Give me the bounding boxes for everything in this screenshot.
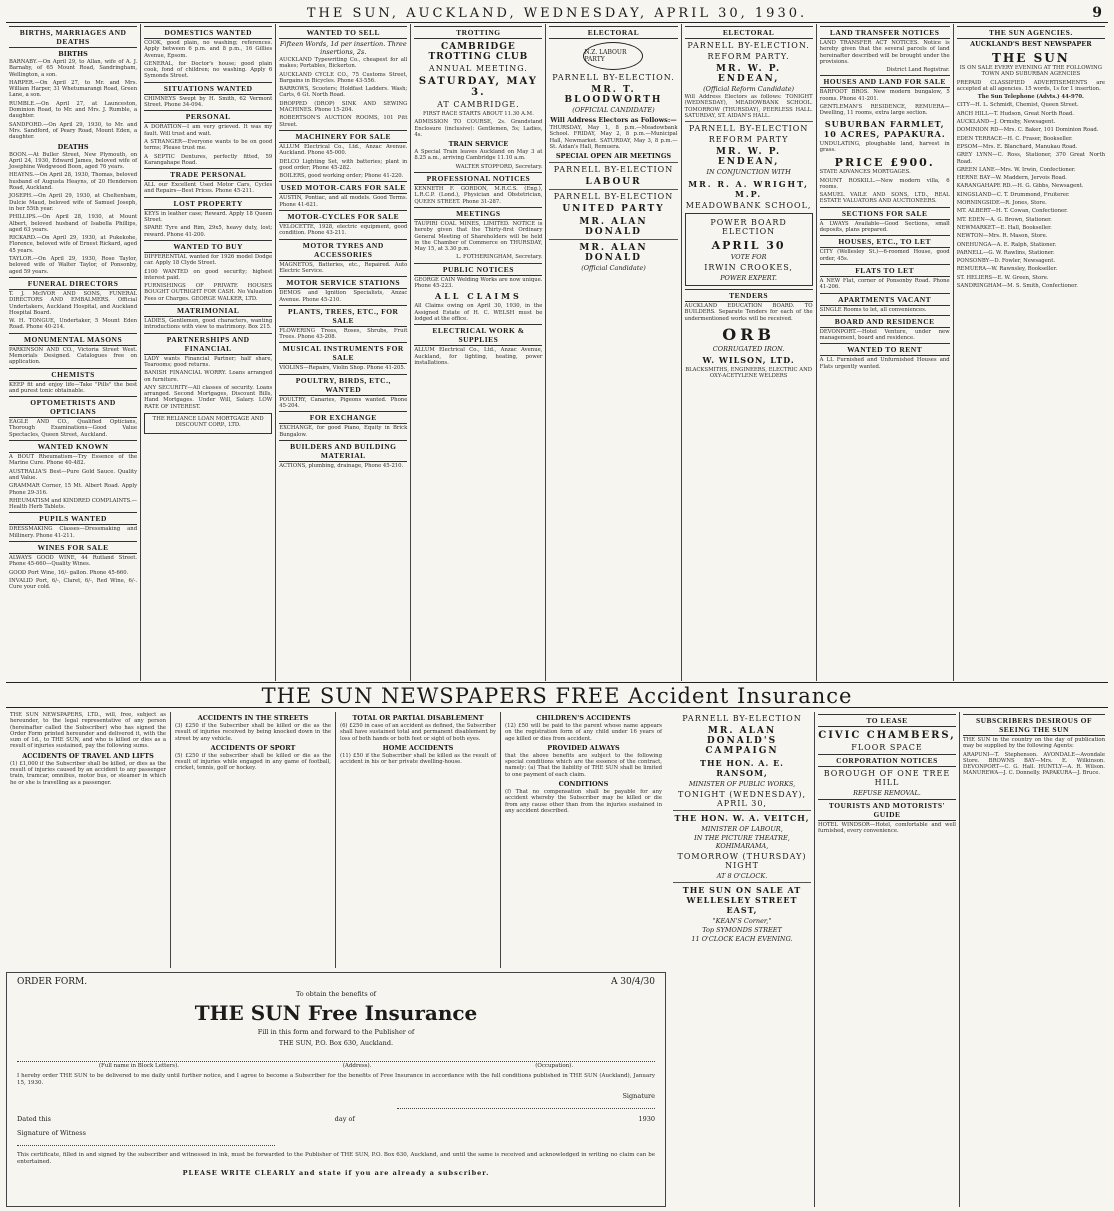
- houses-ad: SAMUEL VAILE AND SONS, LTD., REAL ESTATE VALUATORS AND AUCTIONEERS.: [819, 192, 950, 205]
- agent-entry: PONSONBY—D. Fowler, Newsagent.: [956, 258, 1056, 265]
- optometrists-heading: OPTOMETRISTS AND OPTICIANS: [9, 396, 137, 418]
- personal-ad: A DORATION—I am very grieved. It was my fault. Will trust and wait.: [144, 124, 273, 137]
- parnell-by-election: PARNELL BY-ELECTION.: [687, 41, 810, 50]
- wilson-text: BLACKSMITHS, ENGINEERS, ELECTRIC AND OXY-ACETYLENE WELDERS: [685, 367, 812, 380]
- official-candidate: (Official Candidate): [581, 264, 646, 273]
- domestics-ad: COOK, good plain, no washing; references. Apply between 6 p.m. and 8 p.m., 16 Gillies Avenue, Epsom.: [144, 40, 273, 59]
- wanted-sell-rates: Fifteen Words, 1d per insertion. Three insertions, 2s.: [279, 40, 407, 56]
- domestics-ad: GENERAL, for Doctor's house; good plain cook, fond of children; no washing. Apply 6 Symonds Street.: [144, 60, 273, 80]
- machinery-heading: MACHINERY FOR SALE: [279, 130, 407, 143]
- situations-ad: CHIMNEYS Swept by H. Smith, 62 Vermont Street. Phone 34-094.: [144, 95, 273, 109]
- order-form-label: ORDER FORM.: [17, 977, 88, 987]
- column-electoral-labour: [546, 24, 681, 681]
- wines-heading: WINES FOR SALE: [9, 541, 137, 554]
- wright-mp: MR. R. A. WRIGHT, M.P.: [688, 179, 809, 200]
- agent-entry: GREEN LANE—Mrs. W. Irwin, Confectioner.: [956, 166, 1076, 173]
- official-reform: (Official Reform Candidate): [703, 85, 795, 93]
- wanted-known-ad: A BOUT Rheumatism—Try Essence of the Marine Cure. Phone 40-482.: [9, 454, 138, 467]
- electoral-heading: ELECTORAL: [685, 26, 813, 39]
- optometrists-ad: EAGLE AND CO., Qualified Opticians, Thorough Examinations—Good Value Spectacles, Queen Street, Auckland.: [9, 419, 138, 438]
- public-heading: PUBLIC NOTICES: [414, 263, 542, 276]
- pupils-heading: PUPILS WANTED: [9, 512, 137, 525]
- agent-entry: CITY—H. L. Schmidt, Chemist, Queen Street.: [956, 102, 1079, 109]
- houses-ad: BARFOOT BROS. New modern bungalow, 5 rooms. Phone 41-201.: [819, 89, 950, 102]
- board-ad: DEVONPORT.—Hotel Venture, under new management, board and residence.: [819, 328, 950, 342]
- trotting-meeting: ANNUAL MEETING.: [428, 64, 528, 73]
- certificate-note: This certificate, filled in and signed by the subscriber and witnessed in ink, must be forwarded to the Publisher of THE SUN, P.O. Box 630, Auckland, and until the same is received and acknowledged in writing no claim can be entertained.: [17, 1152, 655, 1165]
- musical-heading: MUSICAL INSTRUMENTS FOR SALE: [279, 342, 407, 364]
- lower-right-columns: [670, 712, 1108, 1207]
- lost-ad: SPARE Tyre and Rim, 29x5, heavy duty, lost; reward. Phone 41-200.: [144, 225, 273, 238]
- partial-text: (6) £250 in case of an accident as defined, the Subscriber shall have sustained total and permanent disablement by loss of both hands or both feet or sight of both eyes.: [340, 723, 496, 742]
- trotting-train-text: A Special Train leaves Auckland on May 3 at 8.25 a.m., arriving Cambridge 11.10 a.m.: [414, 149, 543, 162]
- meetings-signature: L. FOTHERINGHAM, Secretary.: [456, 254, 543, 261]
- electoral-heading: ELECTORAL: [549, 26, 677, 39]
- divider: [549, 162, 677, 163]
- sections-heading: SECTIONS FOR SALE: [820, 207, 950, 220]
- meetings-heading: MEETINGS: [414, 207, 542, 220]
- service-heading: MOTOR SERVICE STATIONS: [279, 276, 407, 289]
- refuse-removal: REFUSE REMOVAL.: [853, 789, 921, 797]
- parnell-by-election: PARNELL BY-ELECTION: [553, 165, 674, 175]
- date-row: [17, 1115, 655, 1123]
- street-heading: ACCIDENTS IN THE STREETS: [197, 714, 309, 722]
- meeting-list: THURSDAY, May 1, 8 p.m.—Meadowbank School. FRIDAY, May 2, 8 p.m.—Municipal Hall, Newmarket. SATURDAY, May 3, 8 p.m.—St. Aidan's Hall, Remuera.: [549, 125, 678, 150]
- power-board-election: POWER BOARD ELECTION: [710, 218, 787, 237]
- agent-entry: DOMINION RD—Mrs. C. Baker, 101 Dominion Road.: [956, 127, 1099, 134]
- ransom-name: THE HON. A. E. RANSOM,: [700, 758, 784, 778]
- sun-logo: THE SUN: [992, 51, 1070, 65]
- trotting-place: AT CAMBRIDGE.: [437, 100, 520, 109]
- agent-entry: ST. HELIERS—E. W. Green, Store.: [956, 274, 1049, 281]
- children-heading: CHILDREN'S ACCIDENTS: [536, 714, 631, 722]
- agent-entry: EDEN TERRACE—H. C. Fraser, Bookseller.: [956, 135, 1073, 142]
- insurance-col-4: [501, 712, 666, 968]
- special-meetings: SPECIAL OPEN AIR MEETINGS: [555, 152, 672, 161]
- tourists-heading: TOURISTS AND MOTORISTS' GUIDE: [818, 799, 956, 821]
- candidate-donald: MR. ALAN DONALD: [579, 217, 648, 238]
- official-candidate: (OFFICIAL CANDIDATE): [572, 106, 655, 114]
- situations-heading: SITUATIONS WANTED: [144, 82, 272, 95]
- name-address-field[interactable]: [17, 1051, 655, 1062]
- hotel-ad: HOTEL WINDSOR—Hotel, comfortable and well furnished, every convenience.: [818, 822, 956, 835]
- conditions-heading: CONDITIONS: [558, 780, 609, 789]
- trotting-date: SATURDAY, MAY 3.: [418, 76, 538, 98]
- flats-heading: FLATS TO LET: [820, 264, 950, 277]
- monumental-ad: PARKINSON AND CO., Victoria Street West. Memorials Designed. Catalogues free on application.: [9, 346, 138, 366]
- order-form-address: THE SUN, P.O. Box 630, Auckland.: [278, 1039, 394, 1047]
- subscribers-heading: SUBSCRIBERS DESIROUS OF SEEING THE SUN: [963, 714, 1105, 736]
- agent-entry: NEWTON—Mrs. R. Mason, Store.: [956, 233, 1048, 240]
- funeral-ad: T. J. McIVOR AND SONS, FUNERAL DIRECTORS AND EMBALMERS. Official Undertakers, Auckland Hospital, and Auckland Hospital Board.: [9, 290, 138, 316]
- wanted-buy-ad: £100 WANTED on good security; highest interest paid.: [144, 268, 273, 281]
- civic-chambers: CIVIC CHAMBERS,: [818, 730, 956, 741]
- meadowbank-school: MEADOWBANK SCHOOL,: [685, 201, 812, 211]
- farmlet-heading: SUBURBAN FARMLET, 10 ACRES, PAPAKURA.: [823, 118, 946, 139]
- field-labels: [17, 1063, 655, 1069]
- houses-let-ad: CITY (Wellesley St.)—6-roomed House, good order, 45s.: [819, 249, 950, 262]
- orb-logo: ORB: [722, 325, 775, 345]
- street-text: (3) £250 if the Subscriber shall be killed or die as the result of injuries received by being knocked down in the street by any vehicle.: [175, 723, 331, 742]
- agent-entry: REMUERA—W. Rawnsley, Bookseller.: [956, 266, 1058, 273]
- travel-heading: ACCIDENTS OF TRAVEL AND LIFTS: [22, 751, 154, 760]
- order-form-fill: Fill in this form and forward to the Publisher of: [257, 1028, 415, 1036]
- agencies-subheading: AUCKLAND'S BEST NEWSPAPER: [970, 40, 1092, 48]
- agent-entry: KINGSLAND—C. T. Drummond, Fruiterer.: [956, 191, 1070, 198]
- reliance-loan-ad: [144, 413, 272, 434]
- flats-ad: A NEW Flat, corner of Ponsonby Road. Phone 41-206.: [819, 277, 950, 291]
- funeral-ad: W. H. TONGUE, Undertaker, 5 Mount Eden Road. Phone 40-214.: [9, 318, 138, 331]
- death-notice: HEAYNS.—On April 28, 1930, Thomas, beloved husband of Augusta Heayns, of 20 Henderson Road, Auckland.: [9, 172, 138, 192]
- masthead: [6, 4, 1108, 23]
- write-clearly: PLEASE WRITE CLEARLY and state if you are already a subscriber.: [182, 1169, 490, 1178]
- parnell-by-election: PARNELL BY-ELECTION: [688, 124, 809, 134]
- candidate-donald: MR. ALAN DONALD: [579, 243, 648, 264]
- wines-ad: GOOD Port Wine, 16/- gallon. Phone 45-660.: [9, 569, 129, 576]
- poultry-heading: POULTRY, BIRDS, ETC., WANTED: [279, 374, 407, 396]
- trotting-club-name: CAMBRIDGE TROTTING CLUB: [428, 42, 529, 62]
- plants-ad: FLOWERING Trees, Roses, Shrubs, Fruit Trees. Phone 43-208.: [279, 327, 408, 341]
- evening-time: 11 O'CLOCK EACH EVENING.: [691, 935, 793, 943]
- column-electoral-reform: [682, 24, 817, 681]
- labour-big: LABOUR: [585, 177, 642, 188]
- signature-field[interactable]: [397, 1104, 655, 1109]
- borough-name: BOROUGH OF ONE TREE HILL: [823, 769, 951, 787]
- personal-ad: A SEPTIC Dentures, perfectly fitted, 59 Karangahape Road.: [144, 153, 273, 166]
- agencies-heading: THE SUN AGENCIES.: [957, 26, 1105, 39]
- used-cars-ad: AUSTIN, Pontiac, and all models. Good Terms. Phone 41-621.: [279, 195, 408, 208]
- trotting-admission: ADMISSION TO COURSE, 2s. Grandstand Enclosure (inclusive): Gentlemen, 5s; Ladies, 4s.: [414, 119, 543, 138]
- service-ad: DEMOS and Ignition Specialists, Anzac Avenue. Phone 45-210.: [279, 290, 408, 303]
- wanted-known-heading: WANTED KNOWN: [9, 440, 137, 453]
- signature-label: Signature: [622, 1092, 655, 1101]
- wines-ad: ALWAYS GOOD WINE, 44 Rutland Street. Phone 45-660—Quality Wines.: [9, 555, 138, 568]
- agent-entry: KARANGAHAPE RD.—H. G. Gibbs, Newsagent.: [956, 183, 1084, 190]
- houses-heading: HOUSES AND LAND FOR SALE: [820, 75, 950, 88]
- divider: [549, 239, 677, 240]
- insurance-intro: THE SUN NEWSPAPERS, LTD., will, free, subject as hereunder, to the legal representative of any person (hereinafter called the Subscriber) who has signed the Order Form printed hereunder and delivered it, with the sum of 1d., to THE SUN, and who is killed or dies as a result of injuries sustained, pay the following sums.: [10, 712, 166, 750]
- domestics-heading: DOMESTICS WANTED: [144, 26, 272, 39]
- prepaid-text: PREPAID CLASSIFIED ADVERTISEMENTS are accepted at all agencies. 15 words, 1s for 1 insertion.: [956, 79, 1106, 92]
- trotting-train-heading: TRAIN SERVICE: [448, 140, 509, 149]
- order-form-header: [17, 977, 655, 987]
- classifieds-columns: [6, 24, 1108, 681]
- wanted-buy-ad: FURNISHINGS OF PRIVATE HOUSES BOUGHT OUTRIGHT FOR CASH. No Valuation Fees or Charges. GEORGE WALKER, LTD.: [144, 283, 273, 302]
- reform-party: REFORM PARTY: [708, 135, 789, 145]
- in-conjunction: IN CONJUNCTION WITH: [706, 168, 791, 177]
- houses-ad: UNDULATING, ploughable land, harvest in grass.: [819, 140, 950, 153]
- monumental-heading: MONUMENTAL MASONS: [9, 333, 137, 346]
- motorcycles-heading: MOTOR-CYCLES FOR SALE: [279, 210, 407, 223]
- page-number: 9: [1092, 5, 1102, 21]
- lost-ad: KEYS in leather case; Reward. Apply 18 Queen Street.: [144, 210, 273, 224]
- wanted-sell-ad: AUCKLAND CYCLE CO., 75 Customs Street, Bargains in Bicycles. Phone 43-556.: [279, 71, 408, 84]
- claims-ad: All Claims owing on April 30, 1930, in the Assigned Estate of H. C. WELSH must be lodged at the office.: [414, 303, 543, 322]
- page-header-title: THE SUN, AUCKLAND, WEDNESDAY, APRIL 30, 1930.: [306, 5, 808, 21]
- year-label: 1930: [638, 1115, 655, 1124]
- insurance-conditions: [6, 712, 666, 968]
- children-text: (12) £50 will be paid to the parent whose name appears on the registration form of any child under 16 years of age killed or dies from accident.: [505, 723, 662, 742]
- tenders-heading: TENDERS: [685, 289, 813, 302]
- wanted-rent-heading: WANTED TO RENT: [820, 343, 950, 356]
- home-text: (11) £50 if the Subscriber shall be killed as the result of accident in his or her private dwelling-house.: [340, 752, 496, 766]
- meeting-list: Will Address Electors as follows: TONIGHT (WEDNESDAY), MEADOWBANK SCHOOL. TOMORROW (THURSDAY), PEERLESS HALL. SATURDAY, ST. AIDAN'S HALL.: [684, 94, 813, 119]
- machinery-ad: ALLUM Electrical Co., Ltd., Anzac Avenue. Auckland. Phone 45-000.: [279, 143, 408, 157]
- provided-heading: PROVIDED ALWAYS: [547, 743, 620, 752]
- dated-label: Dated this: [17, 1115, 51, 1124]
- column-births-deaths: [6, 24, 141, 681]
- country-agents: ARAPUNI—T. Stephenson. AVONDALE—Avondale Store. BROWNS BAY—Mrs. E. Wilkinson. DEVONPORT—C. G. Hall. HUNTLY—A. R. Wilson. MANUREWA—J. C. Donnelly. PAPAKURA—J. Bruce.: [963, 751, 1105, 777]
- wanted-sell-ad: AUCKLAND Typewriting Co., cheapest for all makes; Portables, Bickerton.: [279, 57, 408, 70]
- order-form: [6, 972, 666, 1207]
- agent-entry: MT. ALBERT—H. T. Cowan, Confectioner.: [956, 208, 1068, 215]
- matrimonial-heading: MATRIMONIAL: [144, 304, 272, 317]
- picture-theatre: IN THE PICTURE THEATRE, KOHIMARAMA,: [694, 834, 790, 850]
- agent-entry: HERNE BAY—W. Maddern, Jervois Road.: [956, 175, 1067, 182]
- ransom-title: MINISTER OF PUBLIC WORKS,: [688, 780, 796, 788]
- houses-ad: STATE ADVANCES MORTGAGES.: [819, 169, 911, 176]
- builders-ad: ACTIONS, plumbing, drainage, Phone 45-210.: [279, 462, 404, 469]
- board-heading: BOARD AND RESIDENCE: [820, 315, 950, 328]
- lease-heading: TO LEASE: [818, 714, 956, 727]
- public-ad: GEORGE CAIN Welding Works are now unique. Phone 45-223.: [414, 276, 543, 290]
- claims-heading: ALL CLAIMS: [434, 291, 522, 302]
- houses-ad: GENTLEMAN'S RESIDENCE, REMUERA—Dwelling, 11 rooms, extra large section.: [819, 104, 950, 117]
- electrical-ad: ALLUM Electrical Co., Ltd., Anzac Avenue, Auckland, for lighting, heating, power installations.: [414, 347, 543, 366]
- price-heading: PRICE £900.: [834, 156, 935, 170]
- tenders-ad: AUCKLAND EDUCATION BOARD. TO BUILDERS. Separate Tenders for each of the undermentioned works will be received.: [684, 303, 813, 322]
- witness-row: [17, 1129, 655, 1137]
- wanted-known-ad: AUSTRALIA'S Best—Pure Gold Sauce. Quality and Value.: [9, 468, 138, 481]
- candidate-endean: MR. W. P. ENDEAN,: [716, 64, 782, 84]
- candidate-bloodworth: MR. T. BLOODWORTH: [564, 85, 663, 105]
- plants-heading: PLANTS, TREES, ETC., FOR SALE: [279, 305, 407, 327]
- agent-entry: ARCH HILL—T. Hudson, Great North Road.: [956, 110, 1074, 117]
- land-notice: LAND TRANSFER ACT NOTICES. Notice is hereby given that the several parcels of land hereinafter described will be brought under the provisions.: [819, 40, 950, 65]
- tyres-heading: MOTOR TYRES AND ACCESSORIES: [279, 239, 407, 261]
- birth-notice: SANDFORD.—On April 29, 1930, to Mr. and Mrs. Sandford, of Peary Road, Mount Eden, a daughter.: [9, 121, 138, 141]
- witness-field[interactable]: [17, 1141, 275, 1146]
- wanted-known-ad: RHEUMATISM and KINDRED COMPLAINTS.—Health Herb Tablets.: [9, 497, 138, 511]
- professional-ad: KENNETH F. GORDON, M.R.C.S. (Eng.), L.R.C.P. (Lond.), Physician and Obstetrician, QUEEN STREET. Phone 31-287.: [414, 186, 543, 205]
- partnerships-heading: PARTNERSHIPS AND FINANCIAL: [144, 333, 272, 355]
- candidate-crookes: IRWIN CROOKES,: [704, 263, 793, 273]
- death-notice: BOON.—At Buller Street, New Plymouth, on April 24, 1930, Edward James, beloved wife of Josephine Wedgwood Boon, aged 76 years.: [9, 151, 138, 171]
- death-notice: TAYLOR.—On April 29, 1930, Rose Taylor, beloved wife of Walter Taylor, of Ponsonby, aged 59 years.: [9, 256, 138, 275]
- machinery-ad: BOILERS, good working order; Phone 41-220.: [279, 173, 404, 180]
- wanted-rent-ad: A LL Furnished and Unfurnished Houses and Flats urgently wanted.: [819, 357, 950, 370]
- conditions-text: (f) That no compensation shall be payable for any accident whereby the Subscriber may be killed or die from any cause other than from the injuries sustained in any accident described.: [505, 789, 662, 814]
- sport-text: (5) £250 if the subscriber shall be killed or die as the result of injuries while engaged in any game of football, cricket, tennis, golf or hockey.: [175, 752, 331, 772]
- reliance-loan-text: THE RELIANCE LOAN MORTGAGE AND DISCOUNT CORP., LTD.: [152, 415, 264, 429]
- wanted-buy-heading: WANTED TO BUY: [144, 240, 272, 253]
- tomorrow-night: TOMORROW (THURSDAY) NIGHT: [677, 852, 807, 870]
- vote-for: VOTE FOR: [730, 253, 767, 262]
- veitch-title: MINISTER OF LABOUR,: [701, 825, 783, 833]
- used-cars-heading: USED MOTOR-CARS FOR SALE: [280, 183, 406, 193]
- orb-sub: CORRUGATED IRON.: [712, 345, 785, 354]
- agent-entry: ONEHUNGA—A. E. Ralph, Stationer.: [956, 241, 1057, 248]
- tyres-ad: MAGNETOS, Batteries, etc., Repaired. Auto Electric Service.: [279, 261, 408, 274]
- wanted-buy-ad: DIFFERENTIAL wanted for 1926 model Dodge car. Apply 18 Clyde Street.: [144, 253, 273, 267]
- wilson-ltd: W. WILSON, LTD.: [702, 355, 795, 366]
- birth-notice: RUMBLE.—On April 27, at Launceston, Dominion Road, to Mr. and Mrs. J. Rumble, a daughter.: [9, 100, 138, 120]
- reform-party: REFORM PARTY.: [707, 52, 790, 61]
- partial-heading: TOTAL OR PARTIAL DISABLEMENT: [352, 714, 484, 722]
- order-form-title: THE SUN Free Insurance: [194, 1001, 478, 1025]
- column-trotting: [411, 24, 546, 681]
- birth-notice: HARPER.—On April 27, to Mr. and Mrs. William Harper, 31 Whetumarangi Road, Green Lane, a son.: [9, 79, 138, 99]
- power-board-date: APRIL 30: [711, 239, 786, 253]
- chemists-ad: KEEP fit and enjoy life—Take "Pills" the best and purest tonic obtainable.: [9, 381, 138, 394]
- wanted-sell-ad: BARROWS, Scooters; Holdfast Ladders. Wash; Carts, 6 Gt. North Road.: [279, 86, 408, 99]
- insurance-col-1: [6, 712, 171, 968]
- wanted-known-ad: GRAMMAR Corner, 15 Mt. Albert Road. Apply Phone 29-316.: [9, 483, 138, 496]
- sections-ad: A LWAYS Available—Good Sections, small deposits, plans prepared.: [819, 220, 950, 234]
- divider: [549, 189, 677, 190]
- veitch-name: THE HON. W. A. VEITCH,: [674, 813, 810, 823]
- parnell-by-election: PARNELL BY-ELECTION: [682, 714, 802, 723]
- lost-heading: LOST PROPERTY: [144, 197, 272, 210]
- provided-text: that the above benefits are subject to the following special conditions which are the essence of the contract, namely: (a) That the liability of THE SUN shall be limited to one payment of each claim.: [505, 752, 662, 778]
- signature-row: [17, 1092, 655, 1100]
- meetings-ad: TAUPIRI COAL MINES, LIMITED. NOTICE is hereby given that the Thirty-first Ordinary General Meeting of Shareholders will be held in the Chamber of Commerce on THURSDAY, May 15, at 3.30 p.m.: [414, 220, 543, 253]
- electrical-heading: ELECTRICAL WORK & SUPPLIES: [414, 324, 542, 346]
- subscribers-text: THE SUN in the country on the day of publication may be supplied by the following Agents:: [963, 737, 1105, 750]
- chemists-heading: CHEMISTS: [9, 368, 137, 381]
- floor-space: FLOOR SPACE: [851, 743, 923, 752]
- agent-entry: AUCKLAND—J. Ormsby, Newsagent.: [956, 119, 1056, 126]
- insurance-banner: THE SUN NEWSPAPERS FREE Accident Insurance: [6, 682, 1108, 708]
- labour-party-logo: [583, 42, 643, 70]
- death-notice: PHILLIPS.—On April 28, 1930, at Mount Albert, beloved husband of Isabella Phillips, aged 63 years.: [9, 214, 138, 233]
- column-domestics: [141, 24, 276, 681]
- travel-text: (1) £1,000 if the Subscriber shall be killed, or dies as the result of injuries caused by an accident to any passenger train, tramcar, omnibus, motor bus, or steamer in which he or she is travelling as a passenger.: [10, 760, 166, 786]
- professional-heading: PROFESSIONAL NOTICES: [414, 172, 542, 185]
- personal-ad: A STRANGER—Everyone wants to be on good terms; Please trust me.: [144, 138, 273, 152]
- candidate-endean: MR. W. P. ENDEAN,: [716, 147, 782, 168]
- partnerships-ad: LADY wants Financial Partner; half share, Tearooms; good returns.: [144, 355, 273, 368]
- kean-corner: "KEAN'S Corner,": [712, 917, 772, 925]
- column-wanted-sell: [276, 24, 411, 681]
- labour-logo-text: N.Z. LABOUR PARTY: [584, 49, 627, 63]
- witness-label: Signature of Witness: [17, 1129, 86, 1138]
- land-heading: LAND TRANSFER NOTICES: [820, 26, 950, 39]
- day-of-label: day of: [334, 1115, 355, 1124]
- apartments-heading: APARTMENTS VACANT: [820, 293, 950, 306]
- divider: [685, 121, 813, 122]
- parnell-by-election: PARNELL BY-ELECTION.: [552, 73, 675, 82]
- poultry-ad: POULTRY, Canaries, Pigeons wanted. Phone 45-204.: [279, 396, 408, 410]
- land-signature: District Land Registrar.: [886, 67, 950, 74]
- united-party: UNITED PARTY: [562, 204, 665, 215]
- agent-entry: EPSOM—Mrs. E. Blanchard, Manukau Road.: [956, 143, 1078, 150]
- trotting-secretary: WALTER STOPFORD, Secretary.: [455, 163, 543, 170]
- wanted-sell-ad: ROBERTSON'S AUCTION ROOMS, 101 Pitt Street.: [279, 115, 408, 128]
- occupation-label: (Occupation).: [535, 1063, 574, 1069]
- deaths-heading: DEATHS: [57, 142, 89, 151]
- column-land: [817, 24, 954, 681]
- trade-heading: TRADE PERSONAL: [144, 168, 272, 181]
- partnerships-ad: BANISH FINANCIAL WORRY. Loans arranged on furniture.: [144, 370, 273, 383]
- donald-campaign: MR. ALAN DONALD'S CAMPAIGN: [705, 726, 779, 756]
- personal-heading: PERSONAL: [144, 110, 272, 123]
- builders-heading: BUILDERS AND BUILDING MATERIAL: [279, 440, 407, 462]
- power-expert: POWER EXPERT.: [720, 274, 777, 283]
- births-heading: BIRTHS: [58, 50, 88, 58]
- corporation-heading: CORPORATION NOTICES: [818, 754, 956, 767]
- birth-notice: BARNABY.—On April 29, to Allan, wife of A. J. Barnaby, of 65 Mount Road, Sandringham, Wellington, a son.: [9, 59, 138, 78]
- agreement-text: I hereby order THE SUN to be delivered to me daily until further notice, and I agree to become a Subscriber for the benefits of Free Insurance in accordance with the full conditions published in THE SUN (Auckland), January 15, 1930.: [17, 1073, 655, 1086]
- meeting-time: AT 8 O'CLOCK.: [716, 872, 768, 880]
- trade-ad: ALL our Excellent Used Motor Cars, Cycles and Repairs—Best Prices. Phone 45-211.: [144, 182, 273, 195]
- agent-entry: MORNINGSIDE—R. Jones, Store.: [956, 200, 1047, 207]
- wanted-sell-ad: DROPPED (DROP) SINK AND SEWING MACHINES. Phone 15-204.: [279, 100, 408, 114]
- trotting-heading: TROTTING: [414, 26, 542, 39]
- lower-col-subscribers: [960, 712, 1108, 1207]
- divider: [673, 882, 811, 883]
- on-sale-text: IS ON SALE EVERY EVENING AT THE FOLLOWING TOWN AND SUBURBAN AGENCIES: [959, 65, 1102, 78]
- address-label: (Address).: [342, 1063, 372, 1069]
- lower-col-lease: [815, 712, 960, 1207]
- agent-entry: NEWMARKET—E. Hall, Bookseller.: [956, 224, 1052, 231]
- agent-entry: SANDRINGHAM—M. S. Smith, Confectioner.: [956, 283, 1078, 290]
- wines-ad: INVALID Port, 6/-, Claret, 6/-, Red Wine, 6/-. Cure your cold.: [9, 577, 138, 591]
- agent-entry: MT. EDEN—A. G. Brown, Stationer.: [956, 216, 1052, 223]
- section-heading: BIRTHS, MARRIAGES AND DEATHS: [9, 26, 137, 48]
- houses-ad: MOUNT ROSKILL.—New modern villa, 6 rooms.: [819, 177, 950, 190]
- insurance-col-2: [171, 712, 336, 968]
- partnerships-ad: ANY SECURITY—All classes of security. Loans arranged. Second Mortgages, Discount Bills, Hand Mortgages. Under Will, Salary. LOW RATE OF INTEREST.: [144, 384, 273, 410]
- agent-entry: PARNELL—G. W. Rawlins, Stationer.: [956, 249, 1055, 256]
- column-sun-agencies: [954, 24, 1108, 681]
- divider: [673, 810, 811, 811]
- full-name-label: (Full name in Block Letters).: [98, 1063, 179, 1069]
- lower-col-united: [670, 712, 815, 1207]
- sun-telephone: The Sun Telephone (Advts.) 44-970.: [977, 94, 1084, 101]
- death-notice: RICKARD.—On April 29, 1930, at Pukekohe, Florence, beloved wife of Ernest Rickard, aged 45 years.: [9, 235, 138, 254]
- power-board-ad: [685, 213, 813, 286]
- order-form-obtain: To obtain the benefits of: [295, 990, 377, 998]
- musical-ad: VIOLINS—Repairs, Violin Shop. Phone 41-205.: [279, 365, 406, 372]
- funeral-heading: FUNERAL DIRECTORS: [9, 277, 137, 290]
- home-heading: HOME ACCIDENTS: [382, 743, 454, 752]
- pupils-ad: DRESSMAKING Classes—Dressmaking and Millinery. Phone 41-211.: [9, 526, 138, 539]
- houses-let-heading: HOUSES, ETC., TO LET: [820, 235, 950, 248]
- exchange-ad: EXCHANGE, for good Piano, Equity in Brick Bungalow.: [279, 425, 408, 438]
- insurance-col-3: [336, 712, 501, 968]
- agent-entry: GREY LYNN—C. Ross, Stationer, 370 Great North Road.: [956, 152, 1106, 165]
- addresses-heading: Will Address Electors as Follows:—: [550, 116, 677, 124]
- trotting-first-race: FIRST RACE STARTS ABOUT 11.30 A.M.: [423, 111, 534, 117]
- motorcycles-ad: VELOCETTE, 1928, electric equipment, good condition. Phone 43-211.: [279, 224, 408, 237]
- apartments-ad: SINGLE Rooms to let, all conveniences.: [819, 306, 927, 313]
- sun-on-sale: THE SUN ON SALE AT WELLESLEY STREET EAST,: [682, 885, 802, 915]
- order-form-code: A 30/4/30: [610, 977, 655, 987]
- machinery-ad: DELCO Lighting Set, with batteries; plant in good order; Phone 45-282.: [279, 158, 408, 171]
- parnell-by-election: PARNELL BY-ELECTION: [553, 192, 674, 202]
- matrimonial-ad: LADIES, Gentlemen, good characters, wanting introductions with view to matrimony. Box 215.: [144, 318, 273, 331]
- death-notice: JOSEPH.—On April 29, 1930, at Cheltenham, Dulcie Maud, beloved wife of Samuel Joseph, in her 55th year.: [9, 193, 138, 212]
- ransom-date: TONIGHT (WEDNESDAY), APRIL 30,: [677, 790, 807, 808]
- sport-heading: ACCIDENTS OF SPORT: [210, 743, 296, 752]
- exchange-heading: FOR EXCHANGE: [279, 411, 407, 424]
- symonds-street: Top SYMONDS STREET: [702, 926, 782, 934]
- wanted-sell-heading: WANTED TO SELL: [279, 26, 407, 39]
